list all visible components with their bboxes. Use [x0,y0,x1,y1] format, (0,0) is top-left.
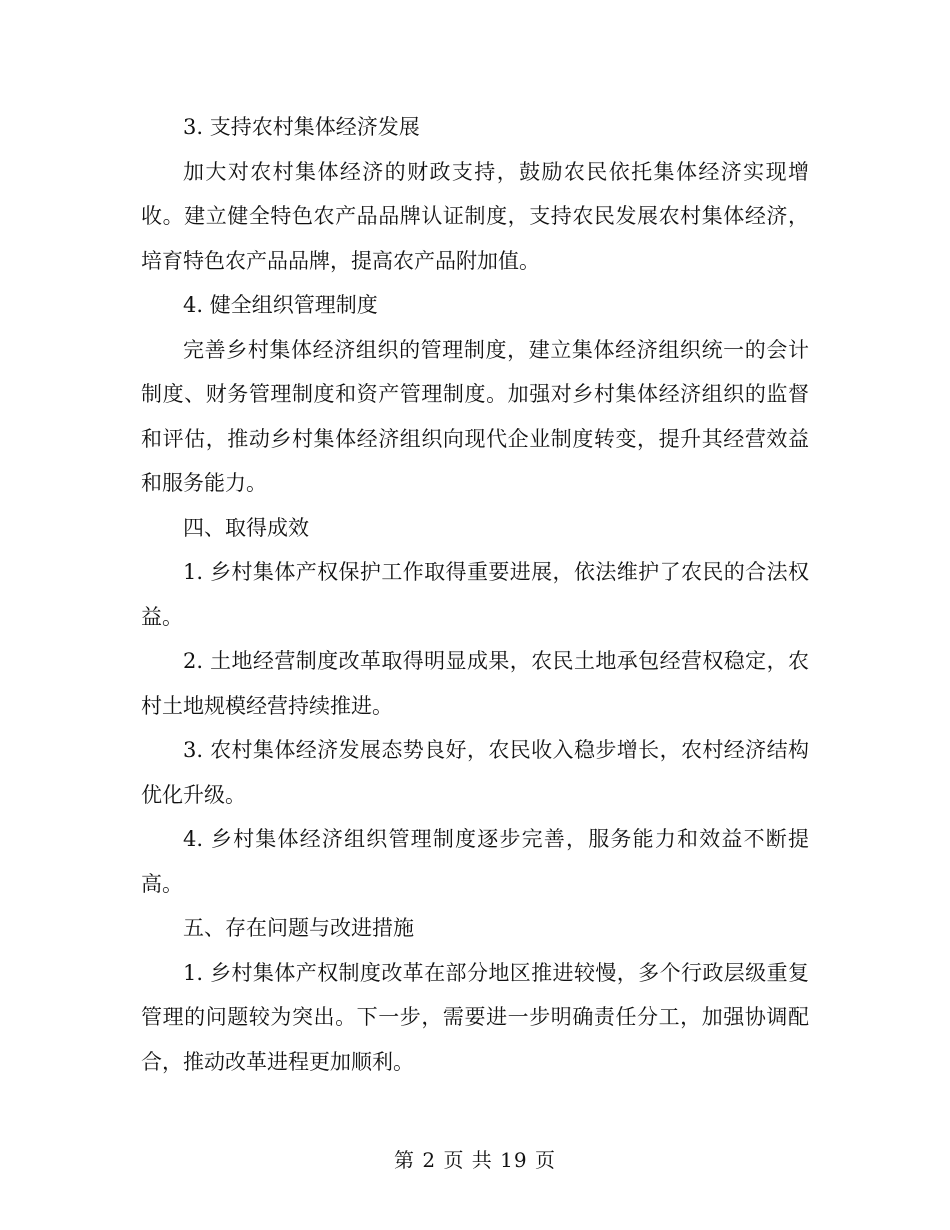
section-heading: 四、取得成效 [183,515,309,540]
section-heading: 五、存在问题与改进措施 [183,916,414,940]
list-item: 3. 农村集体经济发展态势良好，农民收入稳步增长，农村经济结构优化升级。 [141,738,809,807]
list-item: 1. 乡村集体产权保护工作取得重要进展，依法维护了农民的合法权益。 [141,560,809,629]
list-item: 1. 乡村集体产权制度改革在部分地区推进较慢，多个行政层级重复管理的问题较为突出。下一步，需要进一步明确责任分工，加强协调配合，推动改革进程更加顺利。 [141,960,809,1074]
section-heading: 4. 健全组织管理制度 [183,293,378,317]
paragraph: 加大对农村集体经济的财政支持，鼓励农民依托集体经济实现增收。建立健全特色农产品品牌认证制度，支持农民发展农村集体经济，培育特色农产品品牌，提高农产品附加值。 [141,159,809,273]
page-footer [0,1146,950,1174]
paragraph: 完善乡村集体经济组织的管理制度，建立集体经济组织统一的会计制度、财务管理制度和资产管理制度。加强对乡村集体经济组织的监督和评估，推动乡村集体经济组织向现代企业制度转变，提升其经营效益和服务能力。 [141,337,809,495]
document-body [141,105,809,1084]
list-item: 2. 土地经营制度改革取得明显成果，农民土地承包经营权稳定，农村土地规模经营持续推进。 [141,649,809,718]
section-heading: 3. 支持农村集体经济发展 [183,115,420,139]
list-item: 4. 乡村集体经济组织管理制度逐步完善，服务能力和效益不断提高。 [141,827,809,896]
page-number-label: 第 2 页 共 19 页 [394,1148,556,1172]
